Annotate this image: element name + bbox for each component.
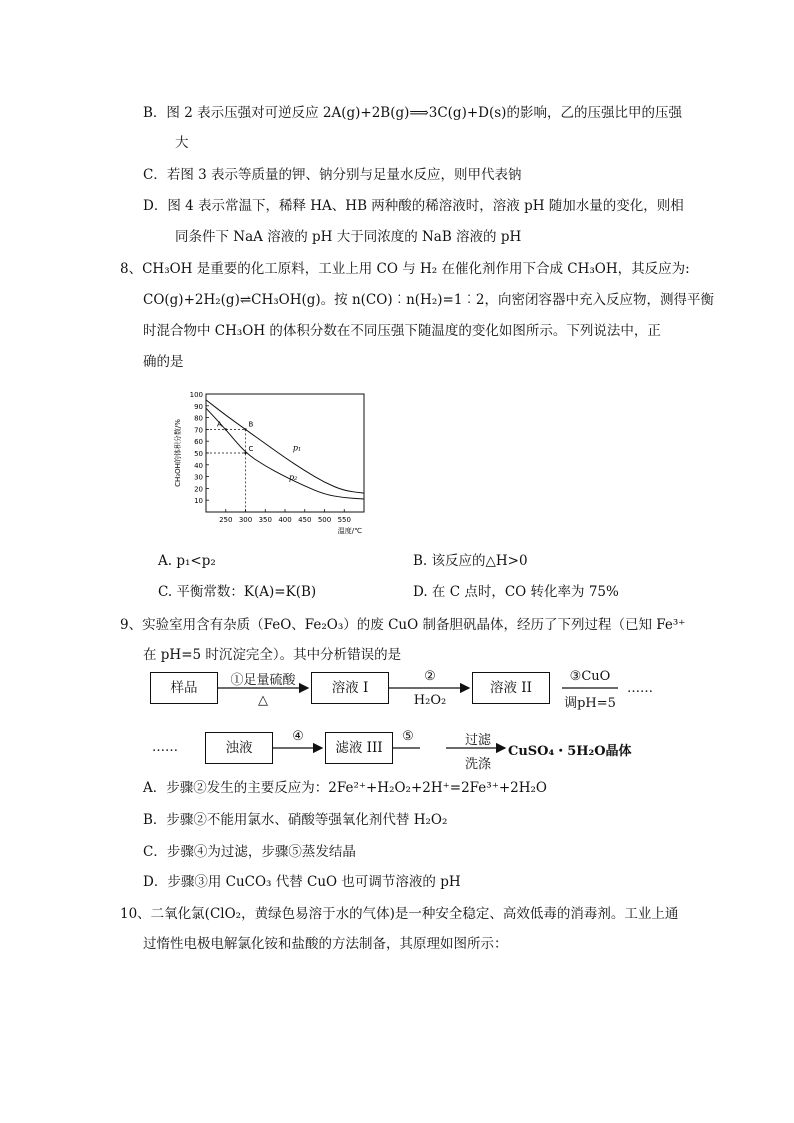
y-tick-label: 30 xyxy=(194,473,203,482)
flow-product: CuSO₄・5H₂O晶体 xyxy=(508,744,632,759)
chart-point-B xyxy=(244,428,246,430)
x-tick-label: 500 xyxy=(317,516,332,524)
flow-solution2-box: 溶液 II xyxy=(472,672,550,704)
x-tick-label: 400 xyxy=(278,516,292,524)
x-tick-label: 350 xyxy=(258,516,272,524)
x-tick-label: 300 xyxy=(238,516,253,524)
chart-point-A xyxy=(225,428,227,430)
q9-stem-line1: 9、实验室用含有杂质（FeO、Fe₂O₃）的废 CuO 制备胆矾晶体，经历了下列过程（已知 Fe³⁺ xyxy=(120,617,686,633)
q8-stem-line3: 时混合物中 CH₃OH 的体积分数在不同压强下随温度的变化如图所示。下列说法中，正 xyxy=(143,323,661,339)
series-label-2: p₂ xyxy=(288,473,298,483)
q8-stem-line2: CO(g)+2H₂(g)⇌CH₃OH(g)。按 n(CO)︰n(H₂)=1︰2，向密闭容器中充入反应物，测得平衡 xyxy=(143,292,714,308)
y-tick-label: 100 xyxy=(189,391,203,399)
q8-chart-svg xyxy=(170,386,370,536)
flow-leading-dots: …… xyxy=(152,740,178,755)
q10-stem-line1: 10、二氧化氯(ClO₂，黄绿色易溶于水的气体)是一种安全稳定、高效低毒的消毒剂。工业上通 xyxy=(120,906,679,922)
flow-turbid-box: 浊液 xyxy=(205,732,273,764)
q7-option-d-line1: D．图 4 表示常温下，稀释 HA、HB 两种酸的稀溶液时，溶液 pH 随加水量的变化，则相 xyxy=(143,198,684,214)
y-tick-label: 10 xyxy=(194,497,203,506)
q7-option-b-line2: 大 xyxy=(175,135,189,151)
flow-sample-box: 样品 xyxy=(150,672,218,704)
flow-step5-label: ⑤ xyxy=(402,729,414,744)
flow-final-step-top: 过滤 xyxy=(464,733,491,748)
flow-step4-label: ④ xyxy=(292,729,304,744)
q9-option-c: C．步骤④为过滤，步骤⑤蒸发结晶 xyxy=(143,844,356,860)
series-line-1 xyxy=(206,400,364,493)
q7-option-c: C．若图 3 表示等质量的钾、钠分别与足量水反应，则甲代表钠 xyxy=(143,167,522,183)
q8-stem-line4: 确的是 xyxy=(143,354,184,370)
q8-option-a: A. p₁<p₂ xyxy=(158,553,216,569)
flow-step2-reagent: H₂O₂ xyxy=(413,693,447,708)
y-tick-label: 50 xyxy=(194,450,203,458)
q7-option-d-line2: 同条件下 NaA 溶液的 pH 大于同浓度的 NaB 溶液的 pH xyxy=(175,229,522,245)
q9-option-a: A．步骤②发生的主要反应为：2Fe²⁺+H₂O₂+2H⁺=2Fe³⁺+2H₂O xyxy=(143,780,547,796)
q7-option-b-line1: B．图 2 表示压强对可逆反应 2A(g)+2B(g)⟹3C(g)+D(s)的影响，乙的压强比甲的压强 xyxy=(143,105,682,121)
q8-stem-line1: 8、CH₃OH 是重要的化工原料，工业上用 CO 与 H₂ 在催化剂作用下合成 CH₃OH，其反应为: xyxy=(120,261,690,277)
q9-option-d: D．步骤③用 CuCO₃ 代替 CuO 也可调节溶液的 pH xyxy=(143,874,461,890)
series-label-1: p₁ xyxy=(292,443,302,453)
q9-option-b: B．步骤②不能用氯水、硝酸等强氧化剂代替 H₂O₂ xyxy=(143,812,448,828)
y-tick-label: 20 xyxy=(194,485,203,494)
chart-point-label: B xyxy=(248,420,254,429)
series-line-2 xyxy=(206,408,364,499)
x-tick-label: 550 xyxy=(337,516,351,524)
flow-step1-condition: △ xyxy=(258,693,268,708)
flow-step1-label: ①足量硫酸 xyxy=(230,673,296,688)
y-axis-label: CH₃OH的体积分数/% xyxy=(174,419,182,487)
flow-continuation-dots: …… xyxy=(627,681,653,696)
flow-step3-label: ③CuO xyxy=(569,669,611,684)
flow-step2-label: ② xyxy=(424,669,436,684)
y-tick-label: 40 xyxy=(194,461,203,470)
q8-option-b: B. 该反应的△H>0 xyxy=(413,553,528,569)
q8-option-d: D. 在 C 点时，CO 转化率为 75% xyxy=(413,584,619,600)
chart-point-label: C xyxy=(248,445,254,453)
chart-frame xyxy=(206,394,364,512)
q9-stem-line2: 在 pH=5 时沉淀完全）。其中分析错误的是 xyxy=(143,647,402,663)
y-tick-label: 70 xyxy=(194,426,203,435)
flow-final-step-bottom: 洗涤 xyxy=(464,757,491,772)
x-axis-label: 温度/℃ xyxy=(337,527,362,535)
x-tick-label: 450 xyxy=(298,516,312,524)
q10-stem-line2: 过惰性电极电解氯化铵和盐酸的方法制备，其原理如图所示： xyxy=(143,936,508,952)
flow-filtrate-box: 滤液 III xyxy=(325,732,393,764)
chart-point-C xyxy=(244,452,246,454)
q8-chart xyxy=(170,386,370,536)
y-tick-label: 80 xyxy=(194,414,203,423)
chart-point-label: A xyxy=(216,420,222,429)
flow-step3-condition: 调pH=5 xyxy=(564,696,616,711)
x-tick-label: 250 xyxy=(219,516,233,524)
flow-solution1-box: 溶液 I xyxy=(311,672,389,704)
y-tick-label: 60 xyxy=(194,438,203,447)
q8-option-c: C. 平衡常数：K(A)=K(B) xyxy=(158,584,317,600)
y-tick-label: 90 xyxy=(194,402,203,411)
